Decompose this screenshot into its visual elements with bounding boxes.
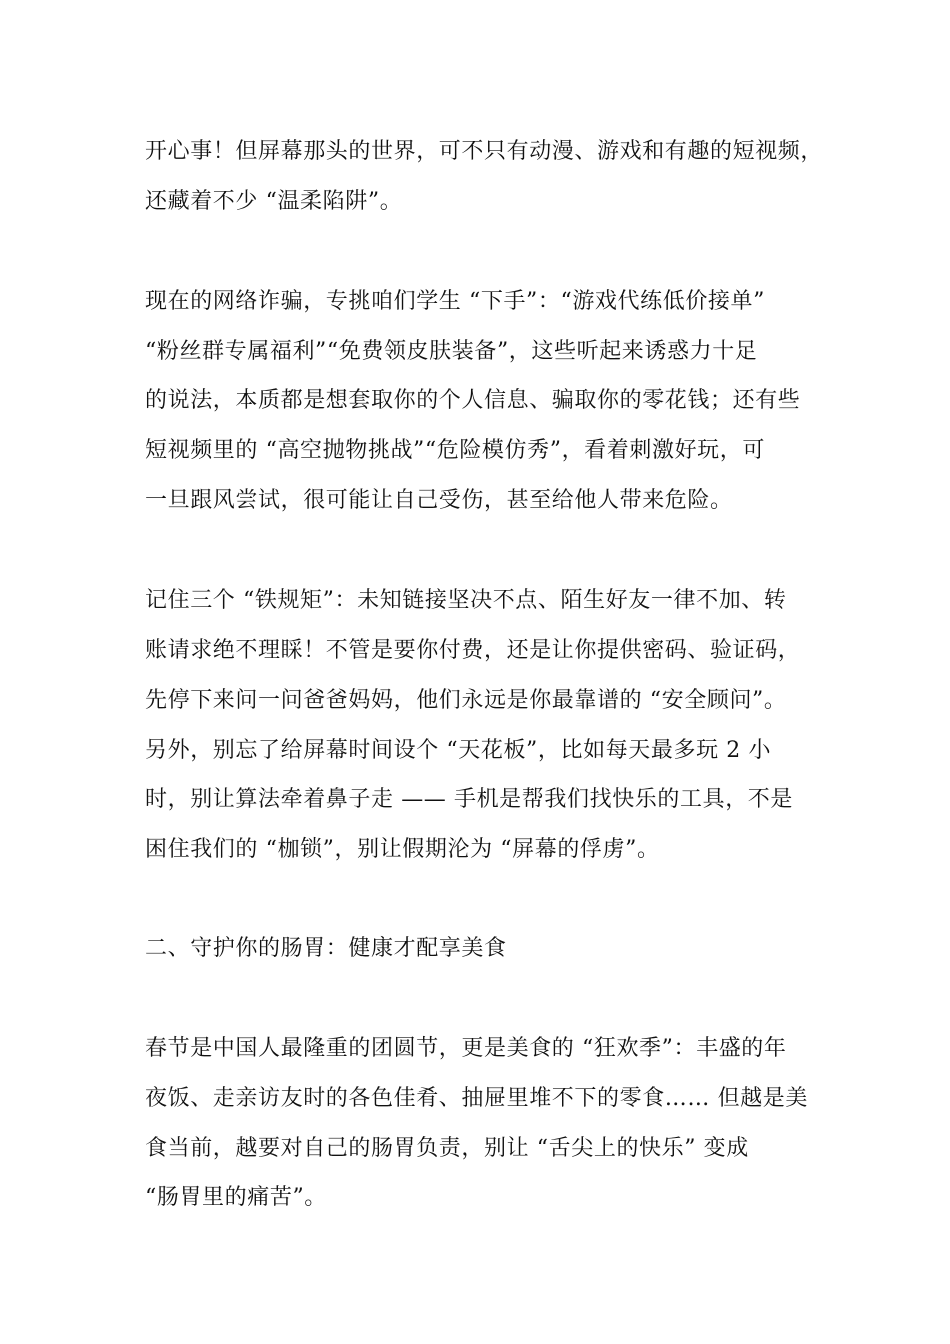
text-line: 一旦跟风尝试，很可能让自己受伤，甚至给他人带来危险。	[145, 488, 733, 513]
text-line: 先停下来问一问爸爸妈妈，他们永远是你最靠谱的 “安全顾问”。	[145, 688, 787, 713]
text-line: “粉丝群专属福利”“免费领皮肤装备”，这些听起来诱惑力十足	[145, 339, 758, 364]
text-line: 现在的网络诈骗，专挑咱们学生 “下手”：“游戏代练低价接单”	[145, 289, 765, 314]
text-line: 时，别让算法牵着鼻子走 —— 手机是帮我们找快乐的工具，不是	[145, 787, 793, 812]
text-line: 食当前，越要对自己的肠胃负责，别让 “舌尖上的快乐” 变成	[145, 1136, 749, 1161]
section-heading: 二、守护你的肠胃：健康才配享美食	[145, 936, 507, 961]
text-line: 开心事！但屏幕那头的世界，可不只有动漫、游戏和有趣的短视频，	[145, 139, 824, 164]
text-line: 记住三个 “铁规矩”：未知链接坚决不点、陌生好友一律不加、转	[145, 588, 787, 613]
text-line: 还藏着不少 “温柔陷阱”。	[145, 189, 403, 214]
text-line: 夜饭、走亲访友时的各色佳肴、抽屉里堆不下的零食…… 但越是美	[145, 1086, 808, 1111]
text-line: 短视频里的 “高空抛物挑战”“危险模仿秀”，看着刺激好玩，可	[145, 438, 765, 463]
text-line: 账请求绝不理睬！不管是要你付费，还是让你提供密码、验证码，	[145, 638, 801, 663]
text-line: 春节是中国人最隆重的团圆节，更是美食的 “狂欢季”：丰盛的年	[145, 1036, 787, 1061]
text-line: “肠胃里的痛苦”。	[145, 1185, 327, 1210]
text-line: 困住我们的 “枷锁”，别让假期沦为 “屏幕的俘虏”。	[145, 837, 660, 862]
text-line: 另外，别忘了给屏幕时间设个 “天花板”，比如每天最多玩 2 小	[145, 738, 772, 763]
text-line: 的说法，本质都是想套取你的个人信息、骗取你的零花钱；还有些	[145, 388, 801, 413]
